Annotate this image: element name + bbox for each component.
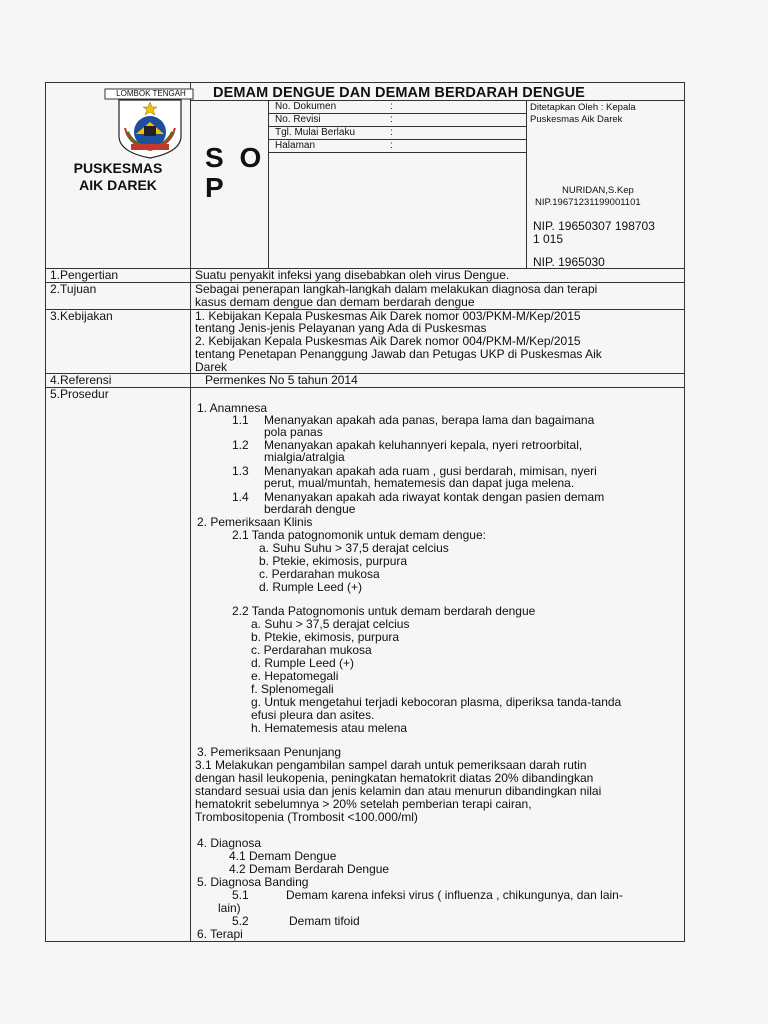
proc-penunjang-line-5: Trombositopenia (Trombosit <100.000/ml) [195, 810, 418, 824]
approval-line-2: Puskesmas Aik Darek [530, 114, 623, 125]
row-rule-kebijakan [45, 373, 685, 374]
proc-1-4-num: 1.4 [232, 490, 249, 504]
proc-2-1-item-d: d. Rumple Leed (+) [259, 580, 363, 594]
proc-2-1: 2.1 Tanda patognomonik untuk demam dengue: [232, 528, 486, 542]
kebijakan-p2-line-3: Darek [195, 360, 228, 374]
sop-label [205, 143, 265, 203]
org-line-2: AIK DAREK [79, 177, 157, 193]
proc-banding-5-1-line-2: lain) [218, 901, 241, 915]
kebijakan-p1-line-2: tentang Jenis-jenis Pelayanan yang Ada di Puskesmas [195, 321, 487, 335]
proc-banding-5-2-num: 5.2 [232, 914, 249, 928]
proc-1-4-line-1: Menanyakan apakah ada riwayat kontak dengan pasien demam [264, 490, 605, 504]
org-line-1: PUSKESMAS [73, 160, 163, 176]
proc-diagnosa-4-2: 4.2 Demam Berdarah Dengue [229, 862, 390, 876]
proc-penunjang-line-4: hematokrit sebelumnya > 20% setelah pemberian terapi cairan, [195, 797, 532, 811]
logo-banner-text: LOMBOK TENGAH [116, 89, 186, 98]
proc-penunjang-line-3: standard sesuai usia dan jenis kelamin dan atau menurun dibandingkan nilai [195, 784, 602, 798]
proc-1-4-line-2: berdarah dengue [264, 502, 356, 516]
proc-2-2-item-g-line-2: efusi pleura dan asites. [251, 708, 375, 722]
proc-banding-5-1-num: 5.1 [232, 888, 249, 902]
proc-penunjang-line-1: 3.1 Melakukan pengambilan sampel darah untuk pemeriksaan darah rutin [195, 758, 587, 772]
label-referensi: 4.Referensi [50, 373, 112, 387]
signer-nip: NIP.19671231199001101 [535, 197, 641, 208]
proc-banding: 5. Diagnosa Banding [197, 875, 309, 889]
sop-line-2: P [205, 172, 228, 203]
proc-diagnosa: 4. Diagnosa [197, 836, 262, 850]
proc-1-2-num: 1.2 [232, 438, 249, 452]
proc-terapi: 6. Terapi [197, 927, 243, 941]
kebijakan-p2-line-1: 2. Kebijakan Kepala Puskesmas Aik Darek nomor 004/PKM-M/Kep/2015 [195, 334, 581, 348]
proc-2-2-item-h: h. Hematemesis atau melena [251, 721, 408, 735]
kebijakan-p2-line-2: tentang Penetapan Penanggung Jawab dan Petugas UKP di Puskesmas Aik [195, 347, 602, 361]
proc-anamnesa: 1. Anamnesa [197, 401, 268, 415]
proc-1-1-line-1: Menanyakan apakah ada panas, berapa lama dan bagaimana [264, 413, 595, 427]
proc-1-3-line-1: Menanyakan apakah ada ruam , gusi berdarah, mimisan, nyeri [264, 464, 597, 478]
nip-2-line-2: 1 015 [533, 232, 564, 246]
lombok-tengah-logo [103, 88, 197, 160]
field-no-dokumen-sep: : [390, 101, 393, 112]
proc-1-3-num: 1.3 [232, 464, 249, 478]
pengertian-text: Suatu penyakit infeksi yang disebabkan oleh virus Dengue. [195, 268, 510, 282]
proc-banding-5-2-text: Demam tifoid [289, 914, 360, 928]
field-tgl-sep: : [390, 127, 393, 138]
proc-2-2-item-g-line-1: g. Untuk mengetahui terjadi kebocoran plasma, diperiksa tanda-tanda [251, 695, 622, 709]
proc-penunjang: 3. Pemeriksaan Penunjang [197, 745, 342, 759]
approval-line-1: Ditetapkan Oleh : Kepala [530, 102, 636, 113]
field-halaman-sep: : [390, 140, 393, 151]
referensi-text: Permenkes No 5 tahun 2014 [205, 373, 358, 387]
proc-2-2-item-b: b. Ptekie, ekimosis, purpura [251, 630, 400, 644]
proc-penunjang-line-2: dengan hasil leukopenia, peningkatan hematokrit diatas 20% dibandingkan [195, 771, 594, 785]
tujuan-line-2: kasus demam dengue dan demam berdarah dengue [195, 295, 475, 309]
proc-2-2-item-e: e. Hepatomegali [251, 669, 339, 683]
proc-1-2-line-2: mialgia/atralgia [264, 450, 345, 464]
label-tujuan: 2.Tujuan [50, 282, 97, 296]
proc-diagnosa-4-1: 4.1 Demam Dengue [229, 849, 337, 863]
proc-banding-5-1-line-1: Demam karena infeksi virus ( influenza , chikungunya, dan lain- [286, 888, 623, 902]
field-no-revisi-sep: : [390, 114, 393, 125]
label-kebijakan: 3.Kebijakan [50, 309, 113, 323]
proc-2-1-item-a: a. Suhu Suhu > 37,5 derajat celcius [259, 541, 449, 555]
proc-2-2-item-a: a. Suhu > 37,5 derajat celcius [251, 617, 410, 631]
proc-1-1-line-2: pola panas [264, 425, 323, 439]
proc-1-2-line-1: Menanyakan apakah keluhannyeri kepala, nyeri retroorbital, [264, 438, 583, 452]
row-rule-referensi [45, 387, 685, 388]
label-pengertian: 1.Pengertian [50, 268, 119, 282]
sop-line-1: S O [205, 142, 266, 173]
org-name [48, 160, 188, 194]
document-title: DEMAM DENGUE DAN DEMAM BERDARAH DENGUE [213, 85, 585, 101]
proc-1-1-num: 1.1 [232, 413, 249, 427]
signer-name: NURIDAN,S.Kep [562, 185, 634, 196]
nip-3: NIP. 1965030 [533, 255, 605, 269]
kebijakan-p1-line-1: 1. Kebijakan Kepala Puskesmas Aik Darek nomor 003/PKM-M/Kep/2015 [195, 309, 581, 323]
label-prosedur: 5.Prosedur [50, 387, 109, 401]
tujuan-line-1: Sebagai penerapan langkah-langkah dalam melakukan diagnosa dan terapi [195, 282, 598, 296]
field-tgl-label: Tgl. Mulai Berlaku [275, 127, 356, 138]
nip-2-line-1: NIP. 19650307 198703 [533, 219, 655, 233]
proc-2-2-item-c: c. Perdarahan mukosa [251, 643, 372, 657]
column-divider [190, 82, 191, 942]
proc-2-2-item-f: f. Splenomegali [251, 682, 334, 696]
proc-2-1-item-c: c. Perdarahan mukosa [259, 567, 380, 581]
header-divider-2 [526, 100, 527, 268]
proc-2-2-item-d: d. Rumple Leed (+) [251, 656, 355, 670]
proc-2-1-item-b: b. Ptekie, ekimosis, purpura [259, 554, 408, 568]
field-no-revisi-label: No. Revisi [275, 114, 321, 125]
proc-klinis: 2. Pemeriksaan Klinis [197, 515, 313, 529]
field-halaman-label: Halaman [275, 140, 316, 151]
proc-2-2: 2.2 Tanda Patognomonis untuk demam berdarah dengue [232, 604, 536, 618]
proc-1-3-line-2: perut, mual/muntah, hematemesis dan dapat juga melena. [264, 476, 575, 490]
doc-rule-4 [268, 152, 526, 153]
field-no-dokumen-label: No. Dokumen [275, 101, 337, 112]
